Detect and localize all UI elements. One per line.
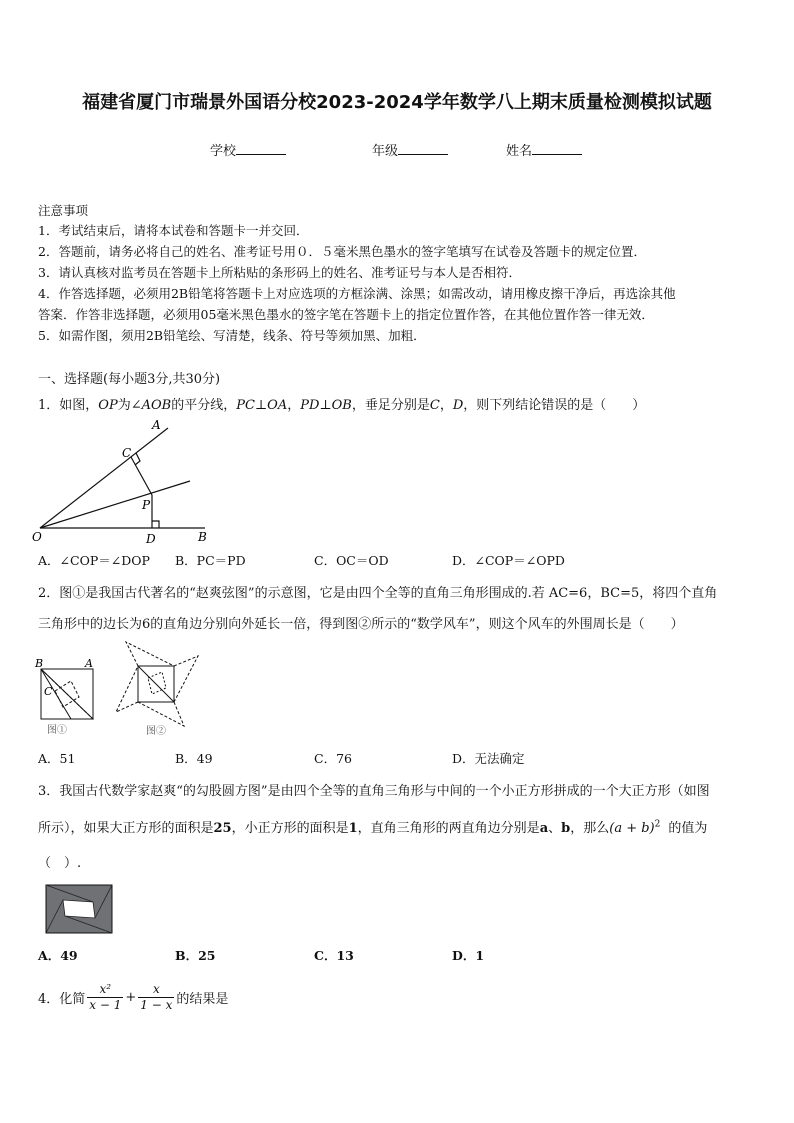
q3-option-d[interactable]: D．1 [452,948,485,963]
q3-expression: (a + b) [609,821,655,836]
notice-item-4-cont: 答案．作答非选择题，必须用05毫米黑色墨水的签字笔在答题卡上的指定位置作答，在其他位置作答一律无效． [38,307,654,322]
q4-fraction-2: $\frac{x}{1 - x}$ [140,982,173,1012]
notice-item-3: 3．请认真核对监考员在答题卡上所粘贴的条形码上的姓名、准考证号与本人是否相符． [38,265,521,280]
q1-angle-figure [30,415,220,547]
name-blank[interactable] [532,142,582,155]
label-p: P [142,498,151,512]
q3-stem-line3: （ ）. [38,856,82,871]
q1-stem: 1．如图，OP为∠AOB的平分线，PC⊥OA，PD⊥OB，垂足分别是C，D，则下列结论错误的是（ ） [38,398,646,413]
fig1-label-b: B [35,657,44,670]
label-o: O [32,530,42,544]
notice-item-5: 5．如需作图，须用2B铅笔绘、写清楚，线条、符号等须加黑、加粗． [38,328,426,343]
ray-oa [40,428,168,528]
page-title: 福建省厦门市瑞景外国语分校2023-2024学年数学八上期末质量检测模拟试题 [82,92,712,113]
q2-figure-2 [112,640,202,738]
perp-pc [131,457,152,495]
school-blank[interactable] [236,142,286,155]
grade-blank[interactable] [398,142,448,155]
fig2-caption: 图② [146,726,166,737]
small-square [63,900,95,918]
notice-item-1: 1．考试结束后，请将本试卷和答题卡一并交回． [38,223,309,238]
q1-option-b[interactable]: B．PC＝PD [175,553,246,568]
school-label: 学校 [210,144,237,159]
label-c: C [122,446,132,460]
q3-figure [45,884,113,934]
grade-field [372,140,448,159]
fig1-label-a: A [85,657,93,670]
q2-option-d[interactable]: D．无法确定 [452,751,525,766]
q3-option-a[interactable]: A．49 [38,948,78,963]
name-field [506,140,582,159]
q1-option-c[interactable]: C．OC＝OD [314,553,389,568]
q3-stem-line1: 3．我国古代数学家赵爽“的勾股圆方图”是由四个全等的直角三角形与中间的一个小正方形拼成的一个大正方形（如图 [38,784,710,799]
notice-item-4: 4．作答选择题，必须用2B铅笔将答题卡上对应选项的方框涂满、涂黑；如需改动，请用橡皮擦干净后，再选涂其他 [38,286,676,301]
notice-item-2: 2．答题前，请务必将自己的姓名、准考证号用０．５毫米黑色墨水的签字笔填写在试卷及答题卡的规定位置． [38,244,646,259]
q1-option-a[interactable]: A．∠COP＝∠DOP [38,553,150,568]
label-a: A [152,418,161,432]
q2-stem-line2: 三角形中的边长为6的直角边分别向外延长一倍，得到图②所示的“数学风车”，则这个风车的外围周长是（ ） [38,617,684,632]
fig1-label-c: C [44,685,53,698]
notice-heading: 注意事项 [38,203,89,218]
school-field [210,140,286,159]
grade-label: 年级 [372,144,399,159]
label-d: D [146,532,156,546]
right-angle-c [135,453,140,465]
q3-option-b[interactable]: B．25 [175,948,216,963]
fig1-caption: 图① [47,725,67,736]
name-label: 姓名 [506,144,533,159]
q3-option-c[interactable]: C．13 [314,948,354,963]
q1-option-d[interactable]: D．∠COP＝∠OPD [452,553,565,568]
q2-stem-line1: 2．图①是我国古代著名的“赵爽弦图”的示意图，它是由四个全等的直角三角形围成的.若 AC=6，BC=5，将四个直角 [38,586,718,601]
section-heading: 一、选择题(每小题3分,共30分) [38,372,221,387]
q2-option-b[interactable]: B．49 [175,751,213,766]
q2-option-a[interactable]: A．51 [38,751,76,766]
right-angle-d [152,521,159,528]
label-b: B [198,530,207,544]
bisector-op [40,481,190,528]
q2-figure-1 [33,655,105,737]
q2-option-c[interactable]: C．76 [314,751,352,766]
q4-fraction-1: $\frac{\text{x²}}{x - 1}$ [89,982,122,1012]
q4-stem: 4．化简 $\frac{\text{x²}}{x - 1}$ + $\frac{x}{1 - x}$ 的结果是 [38,982,229,1012]
q3-stem-line2: 所示），如果大正方形的面积是25，小正方形的面积是1，直角三角形的两直角边分别是a、b，那么$(a + b)^2$ 的值为 [38,819,708,836]
